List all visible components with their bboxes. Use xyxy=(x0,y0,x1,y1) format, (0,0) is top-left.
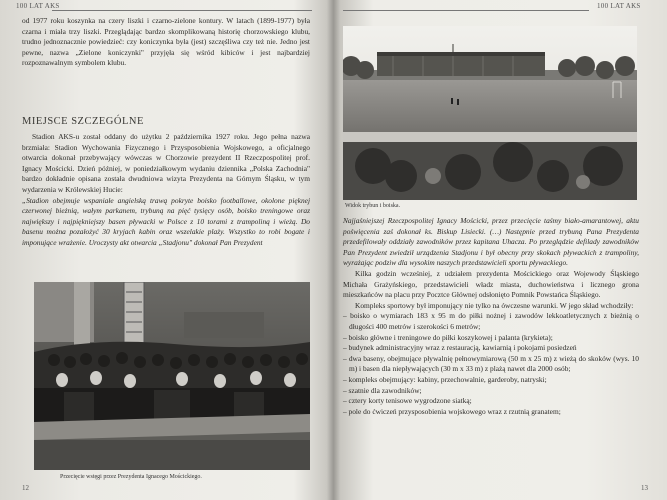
section-heading: MIEJSCE SZCZEGÓLNE xyxy=(22,116,144,127)
body-text-left: Stadion AKS-u został oddany do użytku 2 października 1927 roku. Jego pełna nazwa brzmiała: Stadion Wychowania Fizycznego i Przysposobienia Wojskowego, a oficjalnego otwarcia dokonał przebywający wówczas w Chorzowie prezydent II Rzeczpospolitej prof. Ignacy Mościcki. Dzień później, w poniedziałkowym wydaniu dziennika „Polska Zachodnia" bardzo dokładnie opisana została dwudniowa wizyta Prezydenta na Górnym Śląsku, w tym wydarzenia w Królewskiej Hucie: xyxy=(22,132,310,194)
ceremony-photo xyxy=(34,282,310,470)
list-item: – kompleks obejmujący: kabiny, przechowalnie, garderoby, natryski; xyxy=(343,374,547,384)
list-item: – boisko główne i treningowe do piłki koszykowej i palanta (krykieta); xyxy=(343,332,553,342)
body-paragraph-right xyxy=(343,216,639,417)
body-paragraph-left xyxy=(22,132,310,249)
list-item: – cztery korty tenisowe wygrodzone siatką; xyxy=(343,396,472,406)
stadium-photo-graphic xyxy=(343,26,637,200)
header-rule-left xyxy=(52,10,312,11)
italic-text: Najjaśniejszej Rzeczpospolitej Ignacy Mościcki, przez przecięcie taśmy biało-amarantowej, aktu poświęcenia zaś dokonał ks. Biskup Lisiecki. (…) Następnie przed trybuną Pana Prezydenta przedefilowały oddziały zawodników przez kapitana Uhacza. Po przeglądzie defilady zawodników Pan Prezydent zwiedził urządzenia Stadjonu i był obecny przy skokach pływackich z trampoliny, wyrażając podziw dla wysokim naszych przedstawicieli sportu pływackiego. xyxy=(343,216,639,268)
left-page xyxy=(0,0,328,500)
ceremony-photo-graphic xyxy=(34,282,310,470)
facilities-list xyxy=(343,311,639,417)
list-item: – pole do ćwiczeń przysposobienia wojskowego wraz z rzutnią granatem; xyxy=(343,406,561,416)
running-head-right: 100 LAT AKS xyxy=(597,2,641,10)
stadium-photo xyxy=(343,26,637,200)
intro-text: od 1977 roku koszynka na czery liszki i czarno-zielone kontury. W latach (1899-1977) była czarna i miała trzy liszki. Przeglądając bardzo skomplikowaną historię chorzowskiego klubu, trudno jednoznacznie powiedzieć: czy koniczynka była (jest) szczęśliwa czy też nie. Jedno jest pewne, nazwa „Zielone koniczynki" przyjęła się wśród kibiców i jest najbardziej rozpoznawalnym symbolem klubu. xyxy=(22,16,310,68)
list-item: – szatnie dla zawodników; xyxy=(343,385,422,395)
page-number-right: 13 xyxy=(641,484,648,492)
right-photo-caption: Widok trybun i boiska. xyxy=(345,203,401,209)
left-photo-caption: Przecięcie wstęgi przez Prezydenta Ignacego Mościckiego. xyxy=(60,474,202,480)
intro-paragraph xyxy=(22,16,310,69)
body-text-right: Kilka godzin wcześniej, z udziałem prezydenta Mościckiego oraz Wojewody Śląskiego Michała Grażyńskiego, przedstawicieli władz miasta, duchowieństwa i licznego grona mieszkańców na placu przy Pocztce Głównej odsłonięto Pomnik Powstańca Śląskiego. xyxy=(343,268,639,300)
list-item: – budynek administracyjny wraz z restauracją, kawiarnią i pokojami posiedzeń xyxy=(343,343,577,353)
right-page xyxy=(335,0,667,500)
header-rule-right xyxy=(343,10,589,11)
list-item: – boisko o wymiarach 183 x 95 m do piłki nożnej i zawodów lekkoatletycznych z bieżnią o długości 400 metrów i szerokości 6 metrów; xyxy=(343,311,639,331)
complex-intro-text: Kompleks sportowy był imponujący nie tylko na ówczesne warunki. W jego skład wchodziły: xyxy=(355,300,634,310)
list-item: – dwa baseny, obejmujące pływalnię pełnowymiarową (50 m x 25 m) z wieżą do skoków (wys. 10 m) i basen dla niepływających (30 m x 33 m) z plażą nawet dla 2000 osób; xyxy=(343,353,639,374)
page-number-left: 12 xyxy=(22,484,29,492)
running-head-left: 100 LAT AKS xyxy=(16,2,60,10)
quote-text: „Stadion obejmuje wspaniałe angielską trawą pokryte boisko footballowe, okolone pięknej czerwonej bieżnią, wałym parkanem, trybuną na pięć tysięcy osób, boisko treningowe oraz największy i najpiękniejszy basen pływacki w Polsce z 10 torami z trampoliną i wieżą. Do basenu można pozałożyć 30 kryjach kabin oraz wszelakie plaży. Wszystko to robi bogate i imponujące wrażenie. Uroczysty akt otwarcia „Stadjonu" dokonał Pan Prezydent xyxy=(22,195,310,247)
